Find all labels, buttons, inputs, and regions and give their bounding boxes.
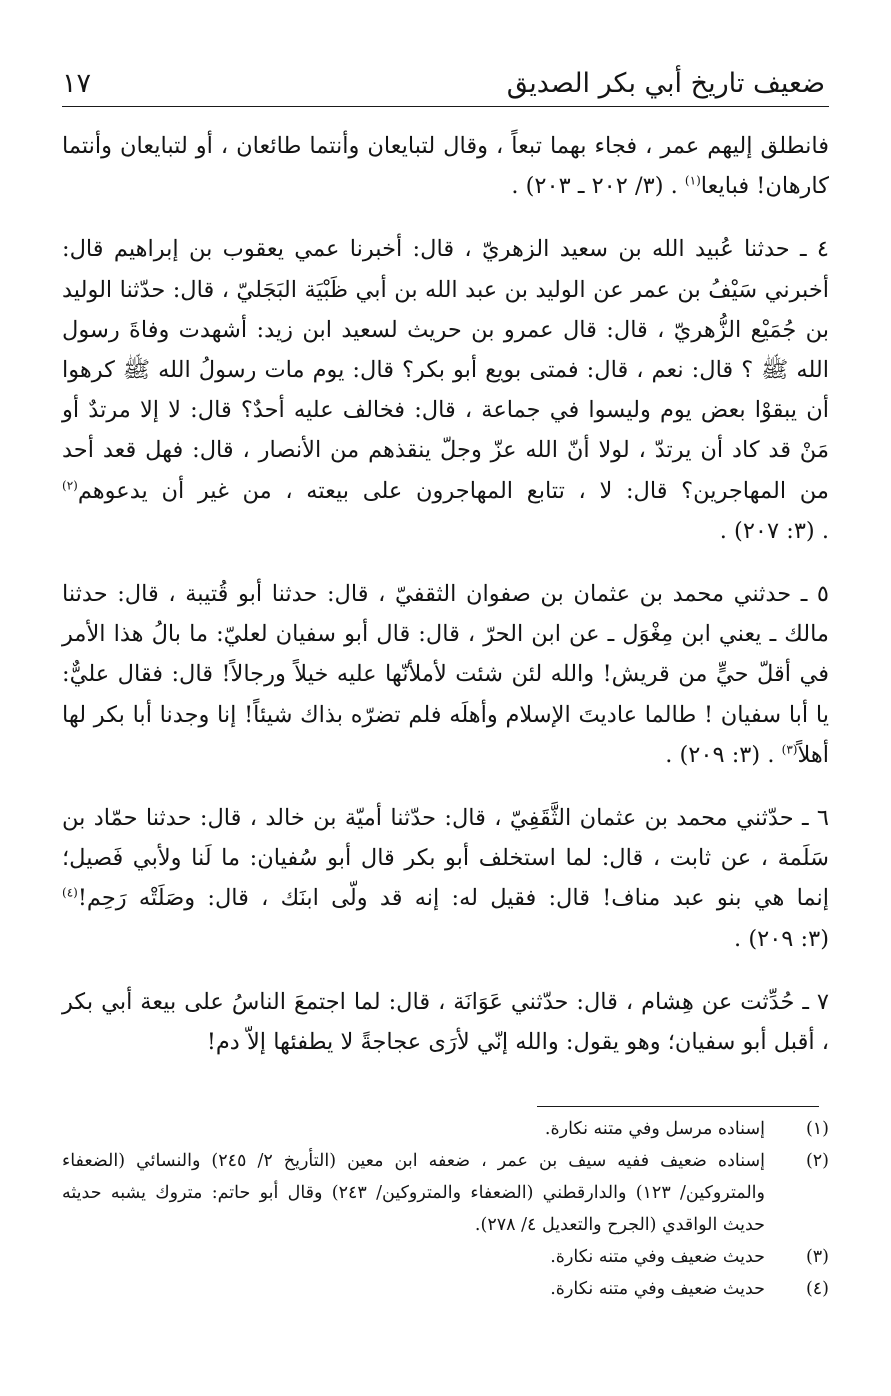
footnote-ref-1: (١) bbox=[684, 173, 701, 188]
footnote-text: حديث ضعيف وفي متنه نكارة. bbox=[550, 1279, 765, 1299]
source-ref: . (٣: ٢٠٩) . bbox=[665, 741, 782, 768]
source-ref: . (٣/ ٢٠٢ ـ ٢٠٣) . bbox=[511, 173, 685, 200]
page-number: ١٧ bbox=[62, 68, 92, 99]
paragraph-5: ٥ ـ حدثني محمد بن عثمان بن صفوان الثقفيّ ، قال: حدثنا أبو قُتيبة ، قال: حدثنا مالك ـ يعني ابن مِغْوَل ـ عن ابن الحرّ ، قال: قال أبو سفيان لعليّ: ما بالُ هذا الأمر في أقلّ حيٍّ من قريش! والله لئن شئت لأملأنّها عليه خيلاً ورجالاً! قال: فقال عليٌّ: يا أبا سفيان ! طالما عاديتَ الإسلام وأهلَه فلم تضرّه بذاك شيئاً! إنا وجدنا أبا بكر لها أهلاً$^{(٣)}$ . (٣: ٢٠٩) . bbox=[62, 581, 829, 768]
source-ref: . (٣: ٢٠٧) . bbox=[719, 517, 829, 544]
footnote-text: حديث ضعيف وفي متنه نكارة. bbox=[550, 1247, 765, 1267]
footnote-ref-4: (٤) bbox=[62, 885, 78, 900]
footnotes bbox=[62, 1113, 829, 1305]
footnote-ref-2: (٢) bbox=[62, 478, 78, 493]
paragraph-4: ٤ ـ حدثنا عُبيد الله بن سعيد الزهريّ ، قال: أخبرنا عمي يعقوب بن إبراهيم قال: أخبرني سَيْفُ بن عمر عن الوليد بن عبد الله بن أبي ظَبْيَة البَجَليّ ، قال: حدّثنا الوليد بن جُمَيْع الزُّهريّ ، قال: قال عمرو بن حريث لسعيد ابن زيد: أشهدت وفاةَ رسول الله ﷺ ؟ قال: نعم ، قال: فمتى بويع أبو بكر؟ قال: يوم مات رسولُ الله ﷺ كرهوا أن يبقوْا بعض يوم وليسوا في جماعة ، قال: فخالف عليه أحدٌ؟ قال: لا إلا مرتدٌ أو مَنْ قد كاد أن يرتدّ ، لولا أنّ الله عزّ وجلّ ينقذهم من الأنصار ، قال: فهل قعد أحد من المهاجرين؟ قال: لا ، تتابع المهاجرون على بيعته ، من غير أن يدعوهم$^{(٢)}$ . (٣: ٢٠٧) . bbox=[62, 236, 829, 544]
footnote-2 bbox=[62, 1145, 829, 1241]
running-title: ضعيف تاريخ أبي بكر الصديق bbox=[506, 68, 825, 99]
footnote-text: إسناده مرسل وفي متنه نكارة. bbox=[544, 1119, 765, 1139]
footnote-number: (٤) bbox=[805, 1279, 829, 1299]
footnote-divider bbox=[537, 1106, 819, 1107]
main-text bbox=[62, 126, 829, 1085]
footnote-number: (٢) bbox=[805, 1151, 829, 1171]
running-header bbox=[62, 62, 829, 107]
paragraph-continuation: فانطلق إليهم عمر ، فجاء بهما تبعاً ، وقال لتبايعان وأنتما طائعان ، أو لتبايعان وأنتما كارهان! فبايعا$^{(١)}$ . (٣/ ٢٠٢ ـ ٢٠٣) . bbox=[62, 133, 829, 200]
footnote-number: (١) bbox=[805, 1119, 829, 1139]
footnote-text: إسناده ضعيف ففيه سيف بن عمر ، ضعفه ابن معين (التأريخ ٢/ ٢٤٥) والنسائي (الضعفاء والمتروكين/ ١٢٣) والدارقطني (الضعفاء والمتروكين/ ٢٤٣) وقال أبو حاتم: متروك يشبه حديثه حديث الواقدي (الجرح والتعديل ٤/ ٢٧٨). bbox=[62, 1151, 765, 1235]
footnote-number: (٣) bbox=[805, 1247, 829, 1267]
footnote-4 bbox=[62, 1273, 829, 1305]
paragraph-6: ٦ ـ حدّثني محمد بن عثمان الثَّقَفِيّ ، قال: حدّثنا أميّة بن خالد ، قال: حدثنا حمّاد بن سَلَمة ، عن ثابت ، قال: لما استخلف أبو بكر قال أبو سُفيان: ما لَنا ولأبي فَصيل؛ إنما هي بنو عبد مناف! قال: فقيل له: إنه قد ولّى ابنَك ، قال: وصَلَتْه رَحِم!$^{(٤)}$ (٣: ٢٠٩) . bbox=[62, 805, 829, 952]
footnote-ref-3: (٣) bbox=[781, 742, 798, 757]
source-ref: (٣: ٢٠٩) . bbox=[734, 925, 829, 952]
footnote-1 bbox=[62, 1113, 829, 1145]
footnote-3 bbox=[62, 1241, 829, 1273]
paragraph-7: ٧ ـ حُدِّثت عن هِشام ، قال: حدّثني عَوَانَة ، قال: لما اجتمعَ الناسُ على بيعة أبي بكر ، أقبل أبو سفيان؛ وهو يقول: والله إنّي لأرَى عجاجةً لا يطفئها إلاّ دم! bbox=[62, 988, 829, 1056]
